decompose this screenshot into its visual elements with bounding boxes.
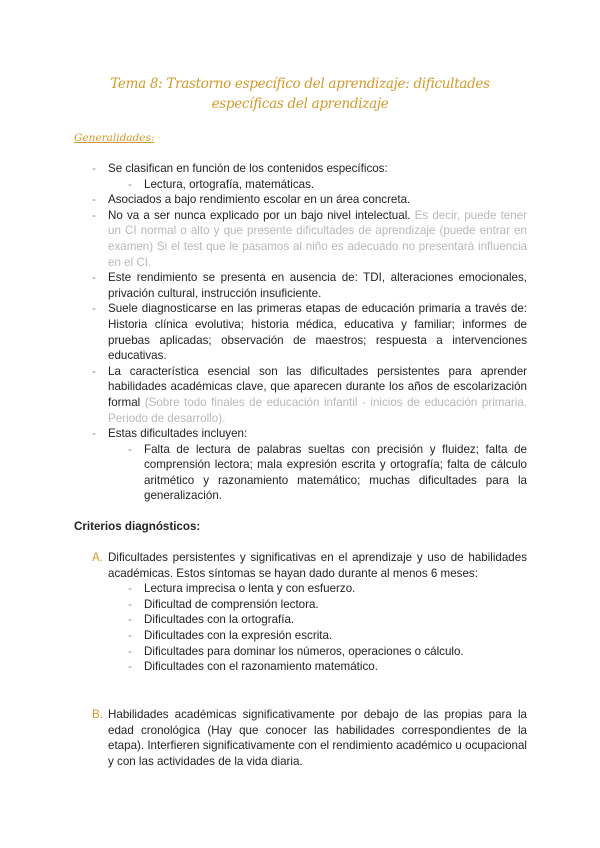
bullet-text: No va a ser nunca explicado por un bajo nivel intelectual. [108, 208, 415, 222]
criteria-heading: Criterios diagnósticos: [74, 520, 201, 533]
bullet-dash: - [128, 613, 132, 627]
sub-list-item [92, 659, 527, 675]
bullet-dash: - [92, 427, 96, 441]
sub-text: Lectura, ortografía, matemáticas. [144, 177, 315, 191]
bullet-dash: - [128, 597, 132, 611]
list-item [92, 426, 527, 442]
criterion-b [92, 707, 527, 769]
bullet-text: Estas dificultades incluyen: [108, 427, 248, 441]
sub-list-item [92, 612, 527, 628]
sub-list-item [92, 581, 527, 597]
list-item [92, 208, 527, 270]
sub-text: Dificultades para dominar los números, operaciones o cálculo. [144, 644, 464, 658]
criterion-text: Habilidades académicas significativamente por debajo de las propias para la edad cronológica (Hay que conocer las habilidades correspondientes de la etapa). Interfieren significativamente con el rendimiento académico u ocupacional y con las actividades de la vida diaria. [108, 708, 527, 768]
bullet-note: Es decir, puede tener un CI normal o alto y que presente dificultades de aprendizaje (puede entrar en examen) Si el test que le pasamos al niño es adecuado no presentará influencia en el CI. [108, 208, 528, 269]
criterion-text: Dificultades persistentes y significativas en el aprendizaje y uso de habilidades académicas. Estos síntomas se hayan dado durante al menos 6 meses: [108, 551, 527, 580]
criterion-letter: B. [92, 708, 103, 721]
sub-list-item [92, 177, 527, 193]
bullet-dash: - [92, 208, 96, 222]
sub-list-item [92, 442, 527, 504]
sub-text: Dificultades con la ortografía. [144, 613, 295, 627]
bullet-text: Suele diagnosticarse en las primeras etapas de educación primaria a través de: Historia clínica evolutiva; historia médica, educativa y familiar; informes de pruebas aplicadas; observación de maestros; respuesta a intervenciones educativas. [108, 302, 527, 363]
bullet-dash: - [128, 628, 132, 642]
list-item [92, 270, 527, 301]
sub-text: Falta de lectura de palabras sueltas con precisión y fluidez; falta de comprensión lectora; mala expresión escrita y ortografía; falta de cálculo aritmético y razonamiento matemático; muchas dificultades para la generalización. [144, 442, 527, 503]
sub-list-item [92, 644, 527, 660]
bullet-text: La característica esencial son las dificultades persistentes para aprender habilidades académicas clave, que aparecen durante los años de escolarización formal [108, 364, 527, 409]
bullet-text: Asociados a bajo rendimiento escolar en un área concreta. [108, 193, 411, 207]
bullet-dash: - [128, 644, 132, 658]
bullet-dash: - [92, 271, 96, 285]
bullet-dash: - [92, 162, 96, 175]
bullet-text: Se clasifican en función de los contenidos específicos: [108, 162, 388, 175]
list-item [92, 364, 527, 426]
list-item [92, 161, 527, 177]
sub-list-item [92, 628, 527, 644]
bullet-text: Este rendimiento se presenta en ausencia de: TDI, alteraciones emocionales, privación cultural, instrucción insuficiente. [108, 271, 527, 300]
bullet-dash: - [128, 582, 132, 596]
bullet-dash: - [92, 302, 96, 316]
page-title: Tema 8: Trastorno específico del aprendizaje: dificultades específicas del aprendizaje [110, 76, 490, 112]
section-heading-generalidades: Generalidades: [74, 132, 155, 144]
bullet-note: (Sobre todo finales de educación infantil - inicios de educación primaria. Periodo de desarrollo). [108, 395, 527, 425]
criterion-letter: A. [92, 551, 103, 564]
list-item [92, 301, 527, 363]
list-item [92, 192, 527, 208]
criterion-a [92, 550, 527, 675]
bullet-dash: - [92, 364, 96, 378]
sub-text: Dificultades con la expresión escrita. [144, 628, 333, 642]
bullet-dash: - [128, 177, 132, 191]
bullet-dash: - [92, 193, 96, 207]
generalidades-list [92, 161, 527, 504]
bullet-dash: - [128, 660, 132, 674]
sub-text: Dificultad de comprensión lectora. [144, 597, 319, 611]
bullet-dash: - [128, 442, 132, 456]
sub-text: Lectura imprecisa o lenta y con esfuerzo. [144, 582, 356, 596]
sub-list-item [92, 597, 527, 613]
sub-text: Dificultades con el razonamiento matemático. [144, 660, 378, 674]
